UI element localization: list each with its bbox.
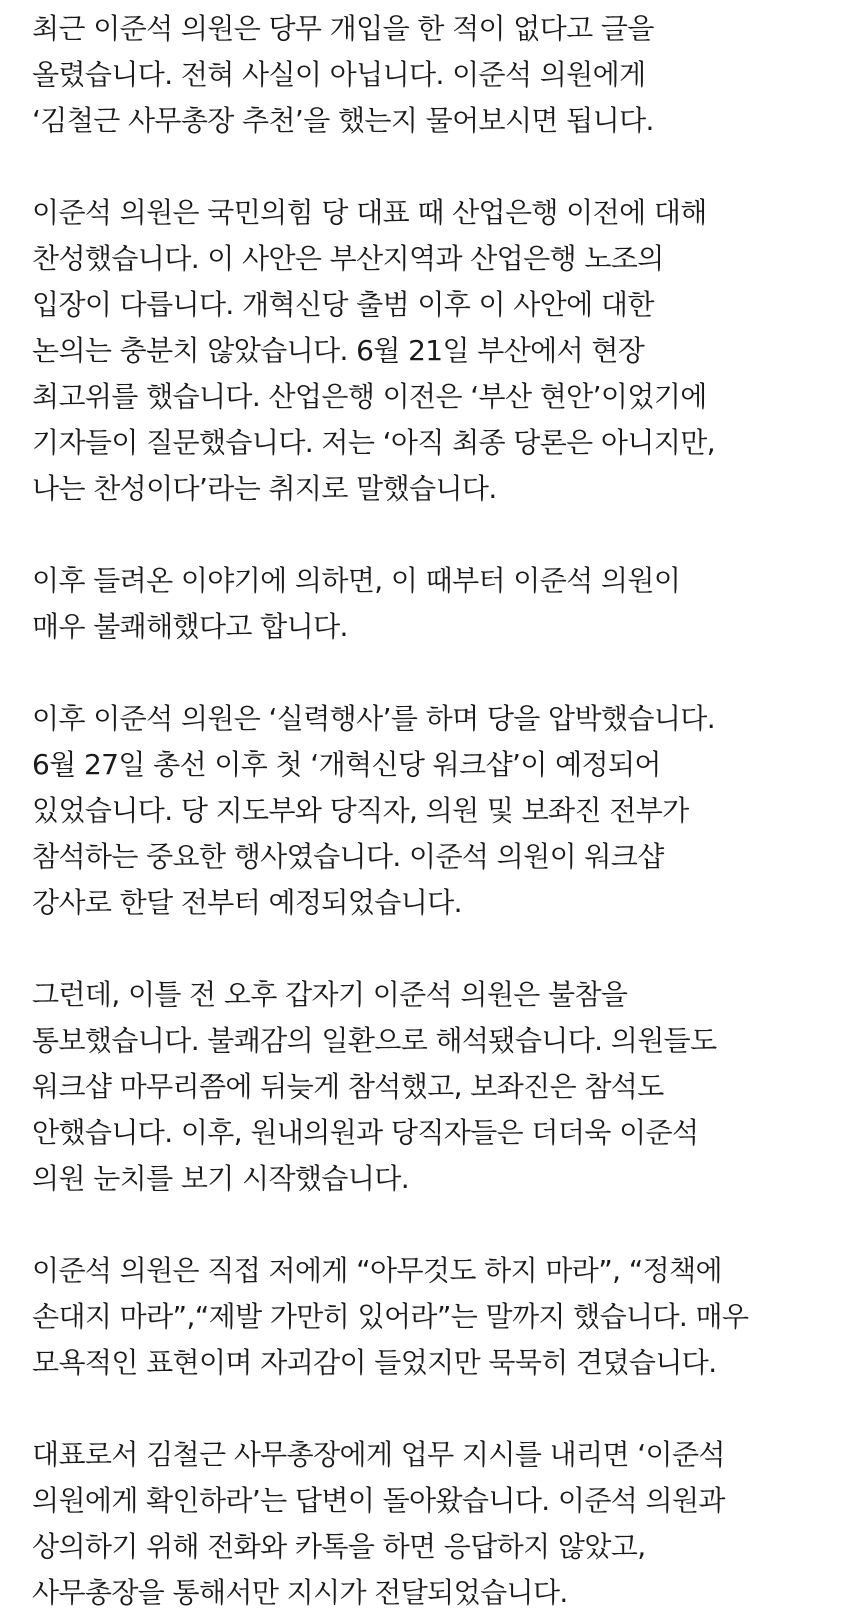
text-line: 이준석 의원은 국민의힘 당 대표 때 산업은행 이전에 대해: [32, 196, 707, 229]
text-line: 입장이 다릅니다. 개혁신당 출범 이후 이 사안에 대한: [32, 288, 654, 321]
text-line: 의원에게 확인하라’는 답변이 돌아왔습니다. 이준석 의원과: [32, 1484, 725, 1517]
text-line: 올렸습니다. 전혀 사실이 아닙니다. 이준석 의원에게: [32, 58, 646, 91]
text-line: 최고위를 했습니다. 산업은행 이전은 ‘부산 현안’이었기에: [32, 380, 707, 413]
paragraph-5: [32, 972, 838, 1202]
text-line: 통보했습니다. 불쾌감의 일환으로 해석됐습니다. 의원들도: [32, 1024, 717, 1057]
text-line: 이후 들려온 이야기에 의하면, 이 때부터 이준석 의원이: [32, 564, 681, 597]
text-line: 그런데, 이틀 전 오후 갑자기 이준석 의원은 불참을: [32, 978, 628, 1011]
text-line: 강사로 한달 전부터 예정되었습니다.: [32, 886, 462, 919]
text-line: 상의하기 위해 전화와 카톡을 하면 응답하지 않았고,: [32, 1530, 646, 1563]
paragraph-7: [32, 1432, 838, 1616]
text-line: 매우 불쾌해했다고 합니다.: [32, 610, 348, 643]
text-line: 안했습니다. 이후, 원내의원과 당직자들은 더더욱 이준석: [32, 1116, 699, 1149]
text-line: 나는 찬성이다’라는 취지로 말했습니다.: [32, 472, 497, 505]
text-line: 모욕적인 표현이며 자괴감이 들었지만 묵묵히 견뎠습니다.: [32, 1346, 717, 1379]
text-line: 참석하는 중요한 행사였습니다. 이준석 의원이 워크샵: [32, 840, 664, 873]
text-line: 있었습니다. 당 지도부와 당직자, 의원 및 보좌진 전부가: [32, 794, 689, 827]
text-line: 의원 눈치를 보기 시작했습니다.: [32, 1162, 410, 1195]
paragraph-4: [32, 696, 838, 926]
text-line: 워크샵 마무리쯤에 뒤늦게 참석했고, 보좌진은 참석도: [32, 1070, 664, 1103]
paragraph-3: [32, 558, 838, 650]
text-line: 대표로서 김철근 사무총장에게 업무 지시를 내리면 ‘이준석: [32, 1438, 725, 1471]
text-line: 기자들이 질문했습니다. 저는 ‘아직 최종 당론은 아니지만,: [32, 426, 716, 459]
text-line: ‘김철근 사무총장 추천’을 했는지 물어보시면 됩니다.: [32, 104, 654, 137]
text-line: 사무총장을 통해서만 지시가 전달되었습니다.: [32, 1576, 568, 1609]
paragraph-6: [32, 1248, 838, 1386]
document-body: [32, 6, 838, 1616]
paragraph-2: [32, 190, 838, 512]
text-line: 이준석 의원은 직접 저에게 “아무것도 하지 마라”, “정책에: [32, 1254, 722, 1287]
text-line: 최근 이준석 의원은 당무 개입을 한 적이 없다고 글을: [32, 12, 654, 45]
text-line: 이후 이준석 의원은 ‘실력행사’를 하며 당을 압박했습니다.: [32, 702, 716, 735]
text-line: 논의는 충분치 않았습니다. 6월 21일 부산에서 현장: [32, 334, 645, 367]
text-line: 찬성했습니다. 이 사안은 부산지역과 산업은행 노조의: [32, 242, 664, 275]
text-line: 손대지 마라”,“제발 가만히 있어라”는 말까지 했습니다. 매우: [32, 1300, 749, 1333]
text-line: 6월 27일 총선 이후 첫 ‘개혁신당 워크샵’이 예정되어: [32, 748, 661, 781]
paragraph-1: [32, 6, 838, 144]
